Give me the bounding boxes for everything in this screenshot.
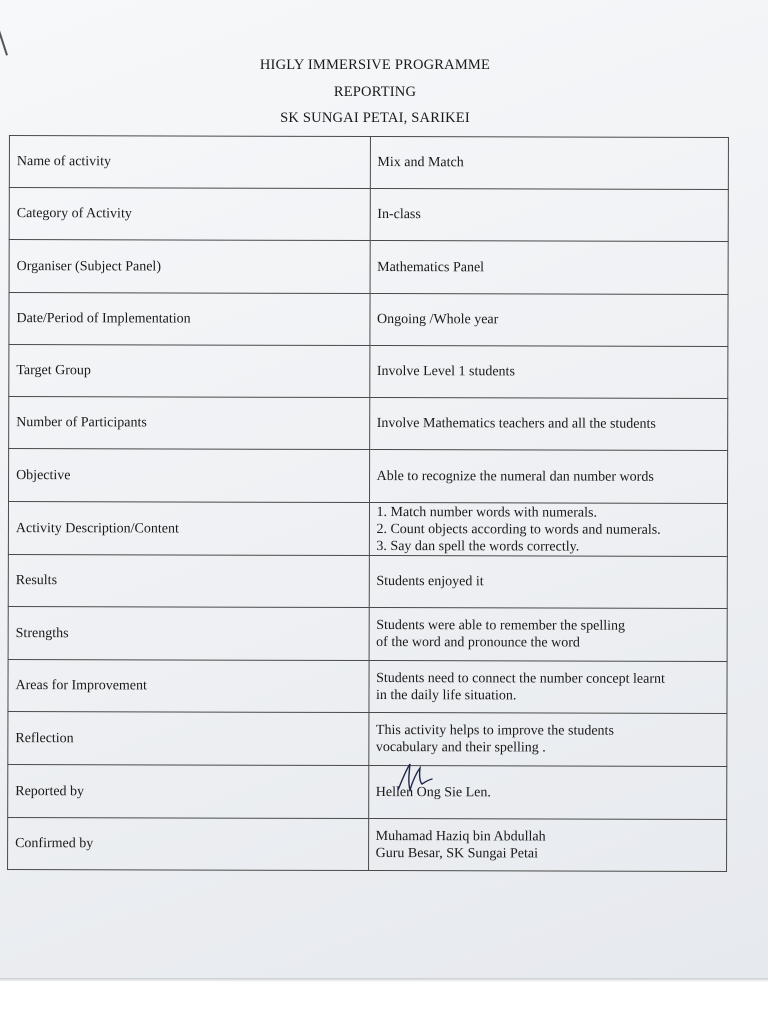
field-label: Target Group xyxy=(9,345,370,398)
field-value-line: Ongoing /Whole year xyxy=(376,312,499,328)
field-value xyxy=(369,450,728,504)
field-label: Organiser (Subject Panel) xyxy=(9,240,370,294)
report-table xyxy=(7,135,729,872)
field-value xyxy=(369,346,728,399)
field-value-line: Mix and Match xyxy=(377,155,464,171)
report-subtitle: REPORTING xyxy=(333,83,417,100)
field-value-line: Involve Level 1 students xyxy=(376,364,515,380)
school-name: SK SUNGAI PETAI, SARIKEI xyxy=(280,110,470,126)
field-value-line: This activity helps to improve the students xyxy=(375,723,614,739)
field-value-line: vocabulary and their spelling . xyxy=(375,740,546,756)
field-label: Category of Activity xyxy=(9,188,370,241)
field-label: Reflection xyxy=(8,712,369,766)
field-value xyxy=(369,608,728,662)
field-value xyxy=(369,294,728,347)
field-value-line: Able to recognize the numeral dan number words xyxy=(376,468,654,485)
field-value-line: Involve Mathematics teachers and all the students xyxy=(376,416,656,432)
document-header xyxy=(0,52,768,132)
page-edge-shadow xyxy=(0,978,768,982)
field-value xyxy=(368,713,727,767)
table-row xyxy=(8,712,727,767)
field-value-line: Hellen Ong Sie Len. xyxy=(375,784,491,800)
field-label: Name of activity xyxy=(9,136,370,189)
table-row xyxy=(8,818,727,872)
field-value xyxy=(368,661,727,714)
field-label: Results xyxy=(8,555,369,608)
field-value-line: Guru Besar, SK Sungai Petai xyxy=(375,845,539,861)
field-value xyxy=(369,556,728,609)
field-value-line: Muhamad Haziq bin Abdullah xyxy=(375,828,546,844)
field-value-line: Students need to connect the number concept learnt xyxy=(376,670,665,687)
field-value-line: 1. Match number words with numerals. xyxy=(376,504,597,521)
field-value xyxy=(370,241,729,295)
field-value xyxy=(368,766,727,820)
table-row xyxy=(9,397,728,451)
field-value xyxy=(369,503,728,557)
field-label: Activity Description/Content xyxy=(8,502,369,556)
table-row xyxy=(9,136,728,190)
field-value-line: Mathematics Panel xyxy=(377,259,485,275)
field-value-line: in the daily life situation. xyxy=(376,687,517,703)
field-label: Strengths xyxy=(8,607,369,661)
field-value xyxy=(368,819,727,872)
field-value-line: Students were able to remember the spelling xyxy=(376,618,626,634)
field-value xyxy=(370,137,729,190)
field-value-line: 2. Count objects according to words and numerals. xyxy=(376,521,661,538)
table-row xyxy=(9,293,728,347)
table-row xyxy=(9,240,728,295)
field-label: Confirmed by xyxy=(8,818,369,871)
field-value xyxy=(370,189,729,242)
table-row xyxy=(9,188,728,242)
table-row xyxy=(9,345,728,399)
field-label: Number of Participants xyxy=(9,397,370,450)
field-label: Areas for Improvement xyxy=(8,660,369,713)
programme-title: HIGLY IMMERSIVE PROGRAMME xyxy=(259,57,491,73)
table-row xyxy=(9,449,728,504)
table-row xyxy=(8,765,727,820)
table-row xyxy=(8,502,727,557)
field-value xyxy=(369,398,728,451)
field-value-line: of the word and pronounce the word xyxy=(376,635,580,651)
field-label: Objective xyxy=(9,449,370,503)
field-label: Date/Period of Implementation xyxy=(9,293,370,346)
table-row xyxy=(8,660,727,714)
table-row xyxy=(8,607,727,662)
field-value-line: In-class xyxy=(377,207,421,223)
field-label: Reported by xyxy=(8,765,369,819)
field-value-line: Students enjoyed it xyxy=(376,574,484,590)
field-value-line: 3. Say dan spell the words correctly. xyxy=(376,538,580,555)
table-row xyxy=(8,555,727,609)
